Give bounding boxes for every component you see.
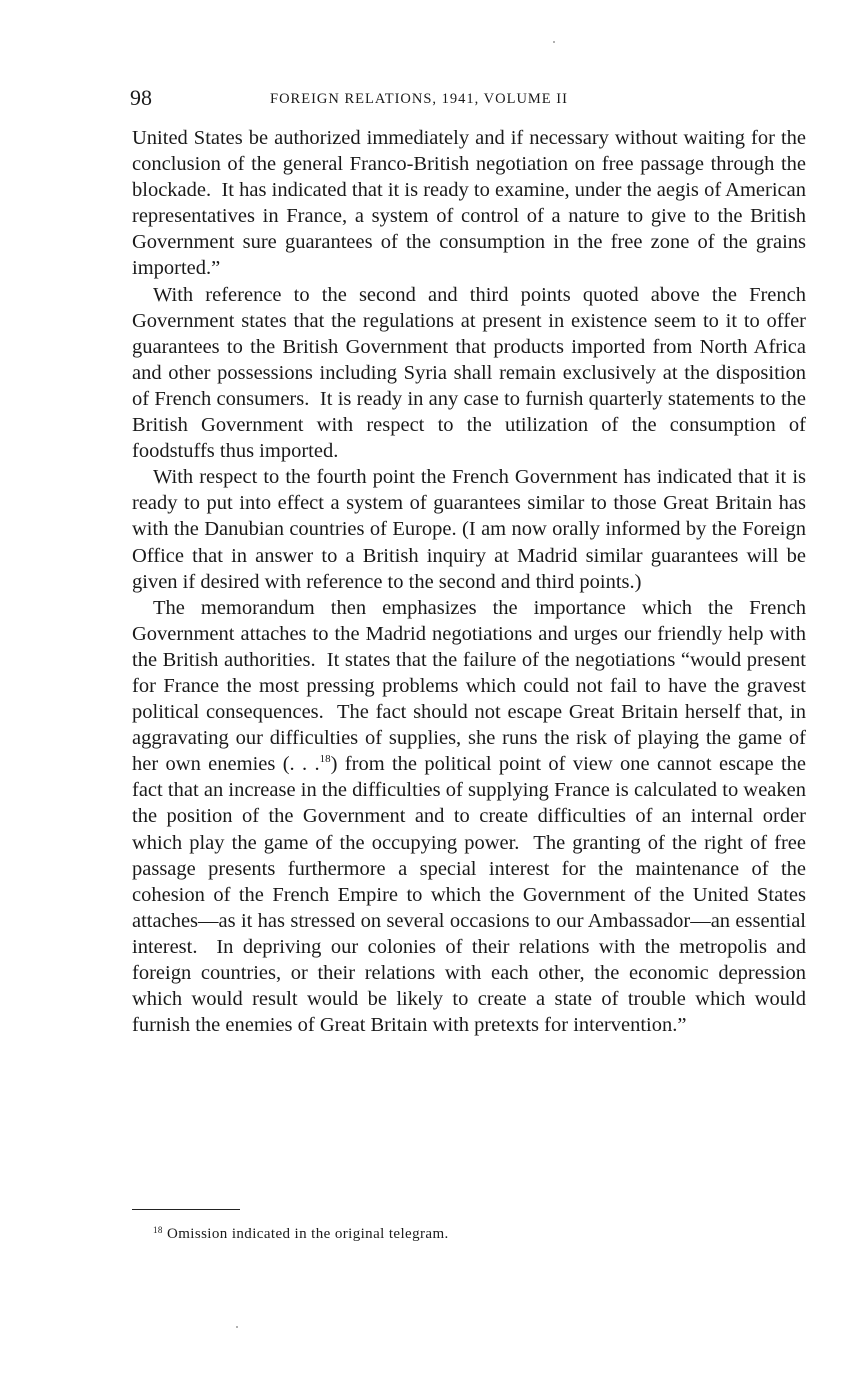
paragraph-continued: United States be authorized immediately and if necessary without waiting for the conclusion of the general Franco-British negotiation on free passage through the blockade. It has indicated that it is ready to examine, under the aegis of American representatives in France, a system of control of a nature to give to the British Government sure guarantees of the consumption in the free zone of the grains imported.”	[132, 127, 806, 280]
scan-speck	[236, 1326, 238, 1328]
paragraph: With respect to the fourth point the French Government has indicated that it is ready to put into effect a system of guarantees similar to those Great Britain has with the Danubian countries of Europe. (I am now orally informed by the Foreign Office that in answer to a British inquiry at Madrid similar guarantees will be given if desired with reference to the second and third points.)	[132, 466, 806, 593]
page-header	[130, 84, 806, 114]
paragraph-text: The memorandum then emphasizes the importance which the French Government attaches to the Madrid negotiations and urges our friendly help with the British authorities. It states that the failure of the negotiations “would present for France the most pressing problems which could not fail to have the gravest political consequences. The fact should not escape Great Britain herself that, in aggravating our difficulties of supplies, she runs the risk of playing the game of her own enemies (. . .	[132, 596, 806, 776]
paragraph-text: ) from the political point of view one cannot escape the fact that an increase in the difficulties of supplying France is calculated to weaken the position of the Government and to create difficulties of an internal order which play the game of the occupying power. The granting of the right of free passage presents furthermore a special interest for the maintenance of the cohesion of the French Empire to which the Government of the United States attaches—as it has stressed on several occasions to our Ambassador—an essential interest. In depriving our colonies of their relations with the metropolis and foreign countries, or their relations with each other, the economic depression which would result would be likely to create a state of trouble which would furnish the enemies of Great Britain with pretexts for intervention.”	[132, 753, 806, 1037]
footnote-text: Omission indicated in the original telegram.	[166, 1226, 449, 1242]
footnote-marker: 18	[153, 1225, 163, 1235]
page-number: 98	[130, 85, 152, 110]
paragraph-memorandum	[132, 595, 806, 1039]
scan-speck	[553, 41, 555, 43]
running-title: FOREIGN RELATIONS, 1941, VOLUME II	[270, 91, 568, 107]
body-text	[132, 125, 806, 1038]
paragraph: With reference to the second and third points quoted above the French Government states that the regulations at present in existence seem to it to offer guarantees to the British Government that products imported from North Africa and other possessions including Syria shall remain exclusively at the disposition of French consumers. It is ready in any case to furnish quarterly statements to the British Government with respect to the utilization of the consumption of foodstuffs thus imported.	[132, 283, 806, 463]
footnote-divider	[132, 1209, 240, 1210]
footnote	[153, 1223, 449, 1245]
footnote-reference[interactable]: 18	[319, 753, 331, 766]
